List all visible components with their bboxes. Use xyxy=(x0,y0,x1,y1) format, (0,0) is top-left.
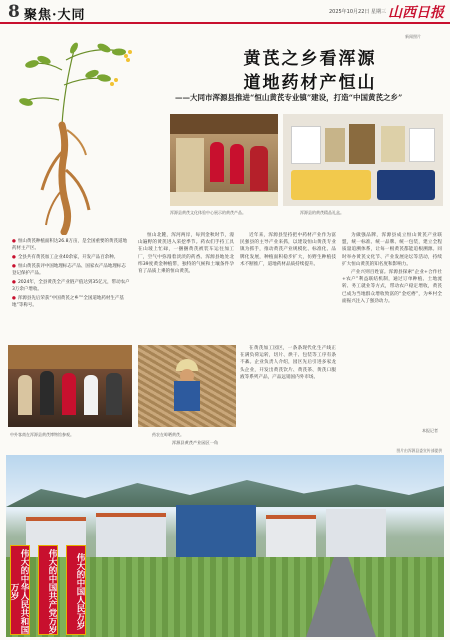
byline: 本报记者 xyxy=(422,428,438,433)
article-column-1 xyxy=(138,232,234,340)
photo-credit: 新闻照片 xyxy=(405,34,421,39)
panorama-caption: 浑源县黄芪产业园区一角 xyxy=(172,440,219,445)
shop-photo xyxy=(170,114,278,206)
key-point: ● 全县共有黄芪加工企业40余家，开发产品百余种。 xyxy=(12,254,130,261)
visitors-photo xyxy=(8,345,132,427)
shop-caption: 浑源县黄芪文化体验中心展示的黄芪产品。 xyxy=(170,210,246,215)
key-point: ● 恒山黄芪种植面积达26.8万亩，是全国重要的黄芪道地药材主产区。 xyxy=(12,238,130,252)
key-points xyxy=(12,238,130,311)
paragraph: 为做强品牌，浑源县成立恒山黄芪产业联盟，统一标准、统一品牌、统一包装，建立全程质量追溯体系，让每一根黄芪都能追根溯源。同时举办黄芪文化节、产业发展论坛等活动，持续扩大恒山黄芪的知名度和影响力。 xyxy=(342,233,442,267)
key-point: ● 浑源县先后荣获“中国黄芪之乡”“全国道地药材生产基地”等称号。 xyxy=(12,295,130,309)
products-photo xyxy=(283,114,443,206)
farmer-caption: 药农在晾晒黄芪。 xyxy=(152,432,184,437)
issue-date: 2025年10月22日 星期三 xyxy=(328,9,386,15)
article-column-3 xyxy=(342,232,442,427)
article-column-4 xyxy=(240,345,336,427)
farmer-photo xyxy=(138,345,236,427)
slogan-banner-1: 伟大的中华人民共和国万岁 xyxy=(10,545,30,635)
paragraph: 近年来，浑源县坚持把中药材产业作为富民强县的主导产业来抓，以建设恒山黄芪专业镇为抓手，推动黄芪产业规模化、标准化、品牌化发展，种植面积稳步扩大，仿野生种植技术不断推广，道地药材品质持续提升。 xyxy=(240,233,336,267)
slogan-banner-3: 伟大的中国人民万岁 xyxy=(66,545,86,635)
products-caption: 浑源县的黄芪精品礼盒。 xyxy=(300,210,344,215)
headline-line-1: 黄芪之乡看浑源 xyxy=(243,49,377,69)
paragraph: 产业兴则百姓富。浑源县探索“企业+合作社+农户”利益联结机制，通过订单种植、土地流转、务工就业等方式，带动农户稳定增收，黄芪已成为当地群众增收致富的“金疙瘩”，为乡村全面振兴注入了强劲动力。 xyxy=(342,270,442,304)
newspaper-masthead: 山西日报 xyxy=(388,5,444,21)
page-header xyxy=(0,0,450,24)
astragalus-illustration xyxy=(4,30,154,235)
paragraph: 在黄芪加工园区，一条条现代化生产线正在满负荷运转，切片、烘干、包装等工序有条不紊。企业负责人介绍，园区先后引进多家龙头企业，开发出黄芪饮片、黄芪茶、黄芪口服液等系列产品，产品远销国内外市场。 xyxy=(240,346,336,380)
key-point: ● 恒山黄芪获评中国地理标志产品、国家农产品地理标志登记保护产品。 xyxy=(12,263,130,277)
panorama-credit: 图片由浑源县委宣传部提供 xyxy=(396,448,442,453)
visitors-caption: 中外客商在浑源县黄芪博物馆参观。 xyxy=(10,432,74,437)
page-number: 8 xyxy=(8,2,20,22)
section-title: 聚焦·大同 xyxy=(24,8,86,23)
paragraph: 恒山北麓，浑河两岸，每到金秋时节，漫山遍野的黄芪进入采挖季节。药农们手持工具在山坡上忙碌，一捆捆黄芪被装车运往加工厂，空气中弥漫着淡淡的药香。浑源县地处北纬39度黄金种植带，独特的气候和土壤条件孕育了品质上乘的恒山黄芪。 xyxy=(138,233,234,275)
article-column-2 xyxy=(240,232,336,340)
slogan-banner-2: 伟大的中国共产党万岁 xyxy=(38,545,58,635)
subheadline: ——大同市浑源县推进“恒山黄芪专业镇”建设，打造“中国黄芪之乡” xyxy=(175,93,403,102)
key-point: ● 2024年，全县黄芪全产业链产值达到35亿元，带动农户3万余户增收。 xyxy=(12,279,130,293)
headline-line-2: 道地药材产恒山 xyxy=(243,73,377,93)
